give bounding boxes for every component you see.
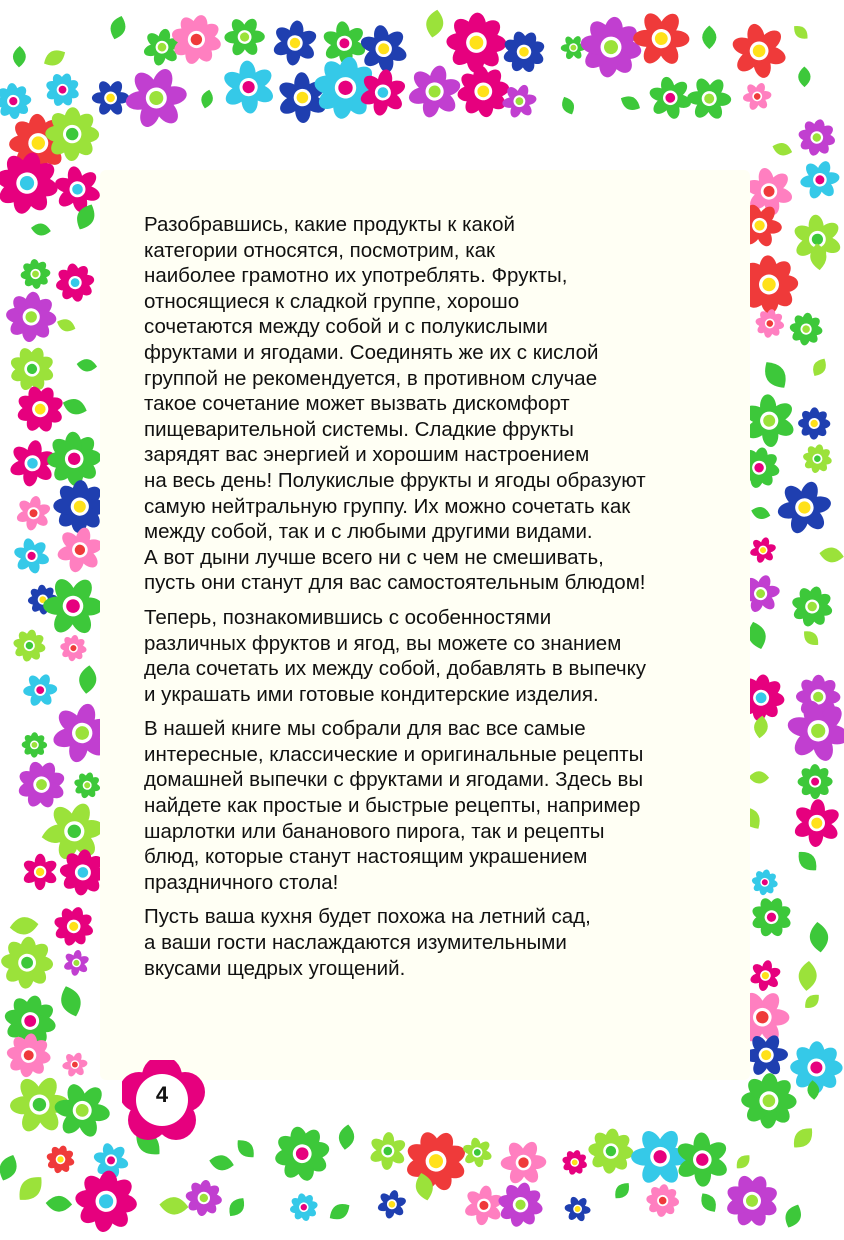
text-line: относящиеся к сладкой группе, хорошо — [144, 289, 520, 313]
flower-icon — [166, 9, 226, 69]
flower-icon — [622, 0, 700, 77]
leaf-icon — [76, 358, 98, 373]
flower-icon — [212, 50, 286, 124]
page-number-badge — [122, 1060, 212, 1150]
leaf-icon — [797, 960, 818, 991]
flower-icon — [753, 307, 786, 340]
flower-icon — [557, 1145, 591, 1179]
flower-icon — [402, 59, 467, 123]
leaf-icon — [233, 1136, 259, 1162]
text-line: шарлотки или бананового пирога, так и рецепты — [144, 819, 605, 843]
flower-icon — [48, 256, 102, 310]
flower-icon — [717, 1166, 786, 1235]
flower-icon — [798, 407, 831, 440]
text-line: сочетаются между собой и с полукислыми — [144, 315, 548, 339]
leaf-icon — [808, 921, 830, 953]
text-line: пусть они станут для вас самостоятельным блюдом! — [144, 571, 646, 595]
leaf-icon — [793, 847, 821, 876]
flower-icon — [367, 1131, 408, 1171]
flower-icon — [720, 12, 798, 90]
leaf-icon — [13, 1171, 48, 1206]
text-line: такое сочетание может вызвать дискомфорт — [144, 392, 570, 416]
text-line: и украшать ими готовые кондитерские изделия. — [144, 682, 599, 706]
flower-icon — [13, 493, 54, 534]
flower-icon — [4, 289, 59, 344]
leaf-icon — [78, 664, 98, 694]
flower-icon — [791, 798, 843, 849]
leaf-icon — [559, 95, 577, 117]
text-line: вкусами щедрых угощений. — [144, 956, 406, 980]
flower-icon — [396, 1121, 477, 1202]
text-line: Пусть ваша кухня будет похожа на летний сад, — [144, 905, 591, 929]
leaf-icon — [60, 396, 89, 418]
flower-icon — [17, 667, 63, 713]
leaf-icon — [55, 316, 78, 334]
flower-icon — [788, 311, 825, 348]
flower-icon — [770, 473, 839, 542]
leaf-icon — [697, 1190, 720, 1216]
flower-icon — [645, 1183, 681, 1219]
flower-icon — [747, 534, 780, 567]
leaf-icon — [733, 1152, 753, 1173]
text-line: блюд, которые станут настоящим украшением — [144, 845, 588, 869]
leaf-icon — [0, 1152, 21, 1184]
text-line: В нашей книге мы собрали для вас все самые — [144, 717, 586, 741]
flower-icon — [791, 112, 842, 163]
leaf-icon — [759, 357, 792, 393]
text-line: интересные, классические и оригинальные рецепты — [144, 742, 644, 766]
text-line: а ваши гости наслаждаются изумительными — [144, 931, 567, 955]
text-line: между собой, так и с любыми другими видами. — [144, 520, 593, 544]
flower-icon — [10, 753, 73, 816]
flower-icon — [740, 1072, 797, 1129]
leaf-icon — [57, 983, 85, 1019]
flower-icon — [496, 24, 553, 81]
leaf-icon — [818, 546, 844, 564]
text-line: Разобравшись, какие продукты к какой — [144, 213, 515, 236]
leaf-icon — [618, 93, 643, 114]
paragraph-3 — [144, 716, 744, 895]
leaf-icon — [326, 1199, 353, 1224]
flower-icon — [745, 891, 798, 944]
leaf-icon — [611, 1179, 633, 1202]
flower-icon — [494, 1178, 548, 1232]
text-line: дела сочетать их между собой, добавлять в выпечку — [144, 657, 647, 681]
flower-icon — [790, 757, 839, 806]
flower-icon — [738, 78, 776, 116]
leaf-icon — [809, 356, 829, 379]
text-line: домашней выпечки с фруктами и ягодами. Здесь вы — [144, 768, 644, 792]
flower-icon — [461, 1183, 507, 1228]
text-line: группой не рекомендуется, в противном случае — [144, 366, 598, 390]
flower-icon — [61, 948, 91, 978]
text-line: А вот дыни лучше всего ни с чем не смешивать, — [144, 545, 604, 569]
flower-icon — [52, 479, 107, 534]
text-body — [144, 212, 744, 990]
flower-icon — [284, 1188, 323, 1227]
leaf-icon — [337, 1124, 356, 1151]
text-line: самую нейтральную группу. Их можно сочетать как — [144, 494, 631, 518]
flower-icon — [269, 18, 320, 69]
text-line: на весь день! Полукислые фрукты и ягоды образуют — [144, 468, 646, 492]
leaf-icon — [30, 222, 52, 237]
flower-icon — [797, 439, 837, 479]
flower-icon — [586, 1126, 635, 1175]
leaf-icon — [45, 1195, 72, 1212]
flower-icon — [58, 1048, 91, 1081]
leaf-icon — [41, 46, 69, 70]
leaf-icon — [702, 26, 716, 50]
text-line: зарядят вас энергией и хорошим настроением — [144, 443, 590, 467]
flower-icon — [116, 58, 197, 138]
flower-icon — [374, 1187, 409, 1222]
flower-icon — [49, 902, 98, 951]
flower-icon — [559, 1191, 596, 1228]
leaf-icon — [781, 1202, 805, 1231]
text-line: наиболее грамотно их употреблять. Фрукты, — [144, 264, 568, 288]
flower-icon — [576, 12, 645, 81]
text-line: различных фруктов и ягод, вы можете со знанием — [144, 631, 622, 655]
flower-icon — [58, 633, 88, 663]
text-line: Теперь, познакомившись с особенностями — [144, 605, 552, 629]
flower-icon — [217, 9, 273, 64]
leaf-icon — [225, 1194, 249, 1220]
flower-icon — [747, 957, 784, 994]
leaf-icon — [208, 1153, 235, 1172]
flower-icon — [7, 623, 52, 668]
leaf-icon — [749, 771, 770, 784]
leaf-icon — [800, 627, 822, 649]
flower-icon — [787, 581, 837, 631]
flower-icon — [183, 1177, 224, 1218]
flower-icon — [678, 68, 740, 129]
flower-icon — [15, 253, 57, 295]
leaf-icon — [790, 22, 811, 42]
leaf-icon — [424, 8, 446, 39]
leaf-icon — [771, 140, 794, 158]
leaf-icon — [798, 66, 811, 87]
leaf-icon — [750, 505, 772, 522]
paragraph-2 — [144, 605, 744, 707]
flower-icon — [794, 154, 844, 205]
leaf-icon — [159, 1196, 190, 1216]
flower-icon — [16, 727, 52, 763]
flower-icon — [43, 1142, 77, 1176]
paragraph-1 — [144, 212, 744, 596]
flower-icon — [264, 1116, 340, 1192]
leaf-icon — [789, 1123, 818, 1153]
leaf-icon — [199, 88, 215, 109]
text-line: найдете как простые и быстрые рецепты, например — [144, 794, 641, 818]
text-line: пищеварительной системы. Сладкие фрукты — [144, 417, 574, 441]
text-line: фруктами и ягодами. Соединять же их с кислой — [144, 340, 599, 364]
text-line: праздничного стола! — [144, 870, 339, 894]
leaf-icon — [801, 991, 822, 1012]
flower-icon — [0, 935, 55, 991]
flower-icon — [71, 769, 103, 801]
flower-icon — [747, 864, 783, 900]
text-line: категории относятся, посмотрим, как — [144, 238, 495, 262]
paragraph-4 — [144, 904, 744, 981]
flower-icon — [41, 68, 85, 112]
leaf-icon — [107, 14, 128, 42]
flower-icon — [21, 854, 58, 891]
leaf-icon — [9, 916, 40, 937]
leaf-icon — [13, 46, 27, 68]
page-number: 4 — [155, 1082, 169, 1107]
flower-icon — [6, 530, 57, 581]
